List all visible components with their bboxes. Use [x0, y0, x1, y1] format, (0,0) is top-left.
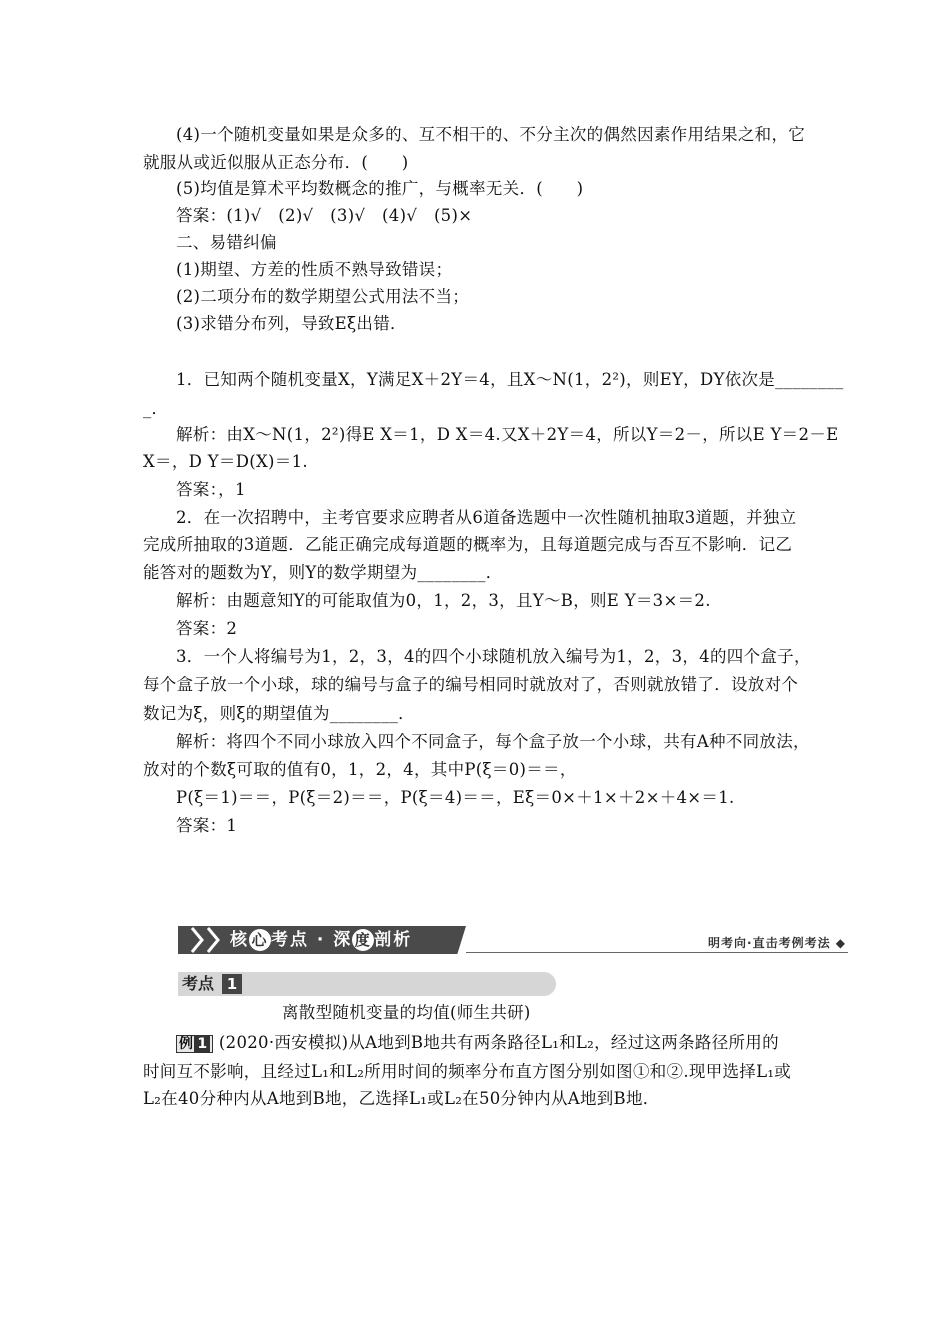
banner-subtitle: [708, 934, 846, 951]
example-line: 时间互不影响，且经过L₁和L₂所用时间的频率分布直方图分别如图①和②.现甲选择L₁或: [143, 1062, 792, 1081]
text-line: (2)二项分布的数学期望公式用法不当；: [176, 287, 470, 306]
section-heading: 二、易错纠偏: [176, 233, 277, 252]
solution-line: X＝，D Y＝D(X)＝1.: [143, 452, 308, 471]
banner-title-highlight: 心: [249, 929, 271, 951]
section-banner: [178, 924, 848, 956]
solution-line: 解析：将四个不同小球放入四个不同盒子，每个盒子放一个小球，共有A种不同放法，: [176, 732, 810, 751]
answer-line: 答案：2: [176, 619, 238, 638]
text-line: 就服从或近似服从正态分布．( ): [143, 153, 409, 172]
example-text: (2020·西安模拟)从A地到B地共有两条路径L₁和L₂，经过这两条路径所用的: [218, 1033, 779, 1052]
topic-title: 离散型随机变量的均值(师生共研): [282, 1003, 531, 1022]
kaodian-label: 考点: [182, 974, 215, 993]
question-line: 完成所抽取的3道题．乙能正确完成每道题的概率为，且每道题完成与否互不影响．记乙: [143, 535, 793, 554]
example-badge-label: 例: [179, 1036, 194, 1052]
banner-title-part: 核: [230, 930, 249, 950]
banner-title: [230, 926, 412, 954]
kaodian-number: 1: [222, 974, 242, 994]
text-line: (3)求错分布列，导致Eξ出错．: [176, 314, 407, 333]
banner-subtitle-text: 明考向·直击考例考法: [708, 936, 831, 950]
banner-rule: [466, 952, 848, 953]
diamond-icon: ◆: [835, 936, 846, 950]
question-line: 数记为ξ，则ξ的期望值为________．: [143, 704, 415, 723]
question-line: _．: [143, 399, 169, 418]
solution-line: 解析：由题意知Y的可能取值为0，1，2，3，且Y～B，则E Y＝3×＝2.: [176, 591, 711, 610]
chevron-right-icon: [190, 926, 204, 954]
text-line: (1)期望、方差的性质不熟导致错误；: [176, 260, 453, 279]
banner-title-part: 剖析: [374, 930, 413, 950]
question-line: 3．一个人将编号为1，2，3，4的四个小球随机放入编号为1，2，3，4的四个盒子，: [176, 647, 811, 666]
solution-line: 放对的个数ξ可取的值有0，1，2，4，其中P(ξ＝0)＝＝，: [143, 760, 577, 779]
question-line: 2．在一次招聘中，主考官要求应聘者从6道备选题中一次性随机抽取3道题，并独立: [176, 508, 797, 527]
text-line: (4)一个随机变量如果是众多的、互不相干的、不分主次的偶然因素作用结果之和，它: [176, 125, 806, 144]
question-line: 能答对的题数为Y，则Y的数学期望为________．: [143, 563, 503, 582]
banner-title-part: 考点 · 深: [271, 930, 353, 950]
answer-line: 答案：1: [176, 816, 238, 835]
answer-line: 答案：，1: [176, 480, 246, 499]
solution-line: 解析：由X～N(1，2²)得E X＝1，D X＝4.又X＋2Y＝4，所以Y＝2－，所以E Y＝2－E: [176, 425, 839, 444]
example-line: L₂在40分种内从A地到B地，乙选择L₁或L₂在50分钟内从A地到B地．: [143, 1089, 660, 1108]
banner-title-highlight: 度: [352, 929, 374, 951]
example-badge-number: 1: [194, 1036, 210, 1052]
question-line: 每个盒子放一个小球，球的编号与盒子的编号相同时就放对了，否则就放错了．设放对个: [143, 675, 799, 694]
answer-line: 答案：(1)√ (2)√ (3)√ (4)√ (5)×: [176, 206, 473, 225]
kaodian-bar: [178, 972, 556, 996]
text-line: (5)均值是算术平均数概念的推广，与概率无关．( ): [176, 179, 584, 198]
chevron-right-icon: [206, 926, 220, 954]
example-line: [176, 1032, 779, 1054]
question-line: 1．已知两个随机变量X，Y满足X＋2Y＝4，且X～N(1，2²)，则EY，DY依次是________: [176, 370, 844, 389]
solution-line: P(ξ＝1)＝＝，P(ξ＝2)＝＝，P(ξ＝4)＝＝，Eξ＝0×＋1×＋2×＋4×＝1.: [176, 788, 735, 807]
example-badge: [176, 1035, 213, 1053]
